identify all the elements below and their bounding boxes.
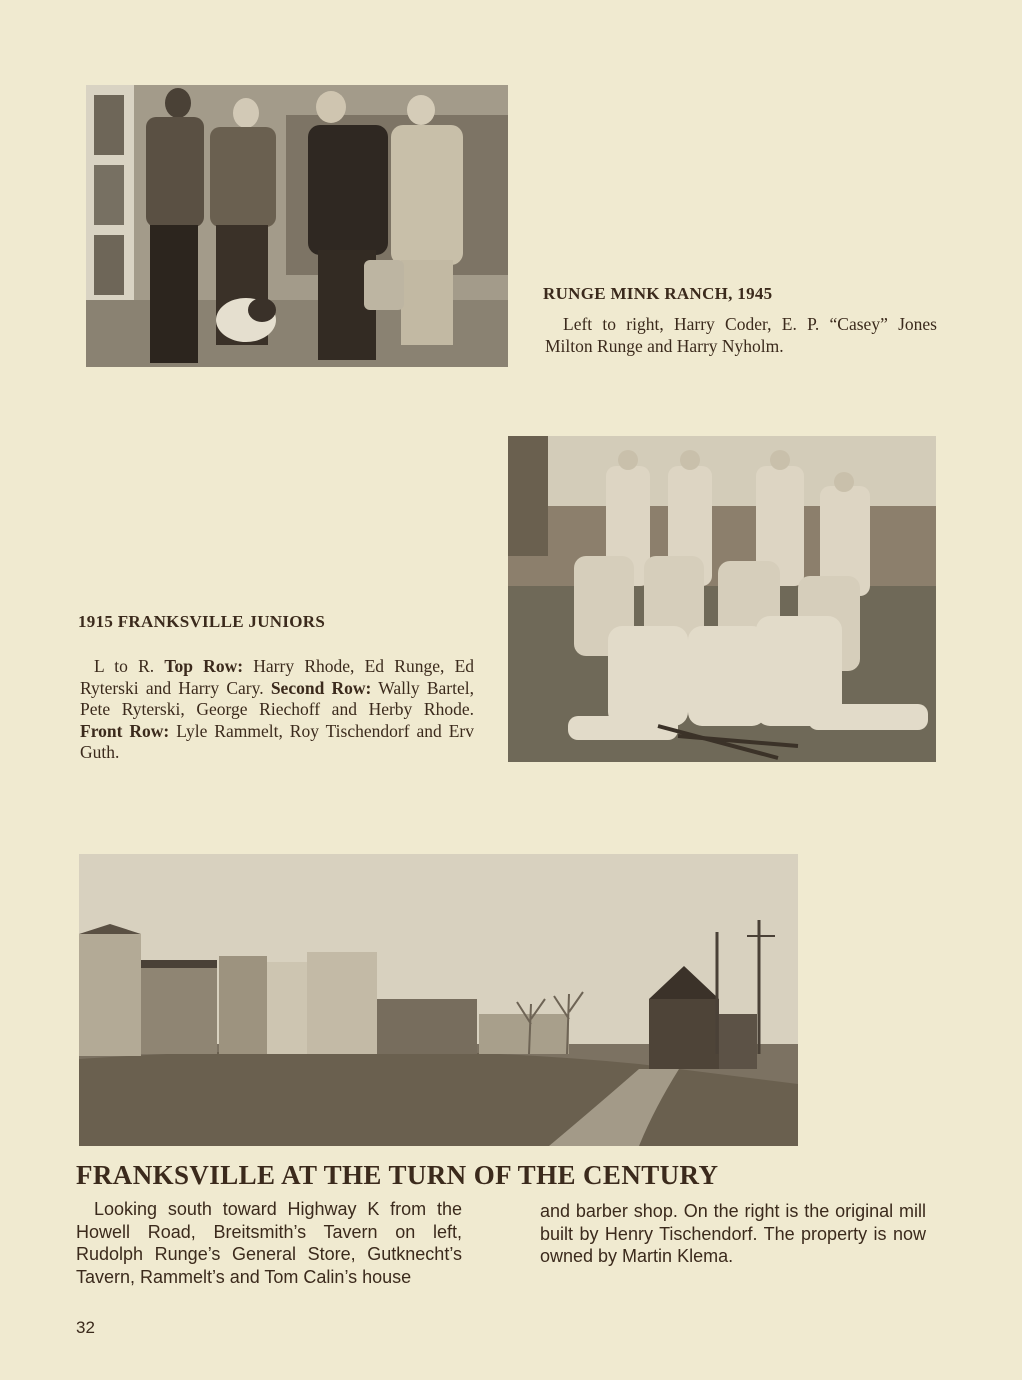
top-row-names: Harry Rhode, Ed Runge, Ed Ryterski and Harry Cary. [80,656,475,698]
mink-ranch-caption: Left to right, Harry Coder, E. P. “Casey” Jones Milton Runge and Harry Nyholm. [545,314,937,356]
juniors-lead: L to R. [94,656,155,676]
franksville-juniors-photo [508,436,936,762]
page-number: 32 [76,1318,95,1337]
front-row-label: Front Row: [80,720,170,741]
juniors-title: 1915 FRANKSVILLE JUNIORS [78,612,326,631]
second-row-label: Second Row: [270,677,372,698]
franksville-title: FRANKSVILLE AT THE TURN OF THE CENTURY [76,1160,719,1190]
juniors-caption [80,656,474,764]
franksville-text-left: Looking south toward Highway K from the Howell Road, Breitsmith’s Tavern on left, Rudolph Runge’s General Store, Gutknecht’s Tavern, Rammelt’s and Tom Calin’s house [76,1199,462,1287]
second-row-names: Wally Bartel, Pete Ryterski, George Riechoff and Herby Rhode. [80,677,474,719]
franksville-street-photo [79,854,798,1146]
franksville-text-right: and barber shop. On the right is the original mill built by Henry Tischendorf. The property is now owned by Martin Klema. [540,1201,926,1266]
top-row-label: Top Row: [164,656,244,676]
mink-ranch-title: RUNGE MINK RANCH, 1945 [543,284,773,303]
mink-ranch-photo [86,85,508,367]
front-row-names: Lyle Rammelt, Roy Tischendorf and Erv Guth. [80,720,474,762]
